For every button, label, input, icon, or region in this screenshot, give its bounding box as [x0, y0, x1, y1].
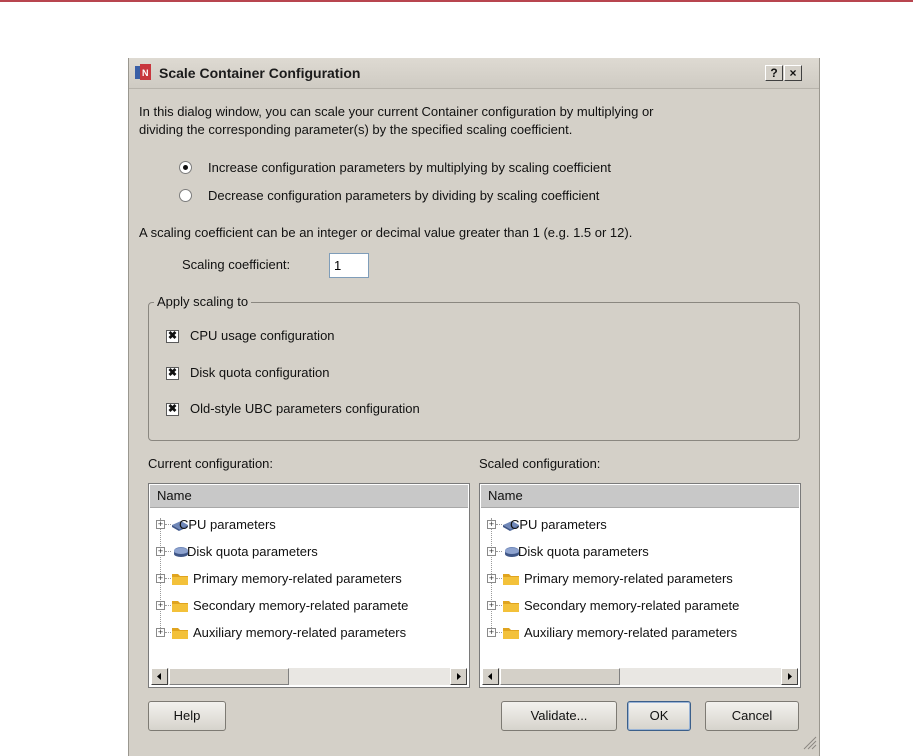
expand-icon[interactable]: + — [157, 600, 164, 610]
tree-node-auxiliary-memory[interactable] — [149, 622, 470, 644]
node-label: Disk quota parameters — [187, 544, 318, 559]
top-accent-line — [0, 0, 913, 2]
decrease-radio[interactable] — [179, 189, 192, 202]
scroll-thumb[interactable] — [169, 668, 289, 685]
decrease-radio-label[interactable]: Decrease configuration parameters by dividing by scaling coefficient — [208, 188, 600, 203]
cpu-usage-label[interactable]: CPU usage configuration — [190, 328, 335, 343]
expand-icon[interactable]: + — [488, 600, 495, 610]
disk-quota-label[interactable]: Disk quota configuration — [190, 365, 330, 380]
node-label: Disk quota parameters — [518, 544, 649, 559]
expand-icon[interactable]: + — [157, 519, 164, 529]
svg-text:N: N — [142, 68, 149, 78]
name-column-header[interactable] — [150, 485, 468, 508]
coefficient-label: Scaling coefficient: — [182, 257, 291, 272]
folder-icon — [171, 624, 189, 641]
current-config-tree[interactable] — [148, 483, 470, 688]
dialog-title: Scale Container Configuration — [159, 65, 361, 81]
help-title-button[interactable]: ? — [765, 65, 783, 81]
cpu-usage-checkbox[interactable]: ✖ — [167, 330, 178, 342]
expand-icon[interactable]: + — [488, 546, 495, 556]
ubc-params-checkbox[interactable]: ✖ — [167, 403, 178, 415]
node-label: Secondary memory-related paramete — [193, 598, 409, 613]
ubc-params-label[interactable]: Old-style UBC parameters configuration — [190, 401, 420, 416]
apply-scaling-legend: Apply scaling to — [154, 294, 251, 309]
intro-text-line-1: In this dialog window, you can scale your current Container configuration by multiplying or — [139, 104, 654, 119]
folder-icon — [171, 570, 189, 587]
arrow-right-icon — [782, 669, 797, 684]
horizontal-scrollbar[interactable] — [151, 668, 467, 685]
tree-node-cpu[interactable] — [480, 514, 801, 536]
increase-radio[interactable] — [179, 161, 192, 174]
tree-node-disk[interactable] — [480, 541, 801, 563]
help-button[interactable]: Help — [148, 701, 226, 731]
horizontal-scrollbar[interactable] — [482, 668, 798, 685]
title-bar[interactable] — [129, 58, 819, 89]
tree-node-auxiliary-memory[interactable] — [480, 622, 801, 644]
scale-container-dialog — [128, 58, 820, 756]
tree-node-disk[interactable] — [149, 541, 470, 563]
folder-icon — [502, 570, 520, 587]
cancel-button[interactable]: Cancel — [705, 701, 799, 731]
tree-node-cpu[interactable] — [149, 514, 470, 536]
resize-grip-icon[interactable] — [801, 734, 817, 750]
ok-button[interactable]: OK — [627, 701, 691, 731]
scroll-right-button[interactable] — [781, 668, 798, 685]
arrow-right-icon — [451, 669, 466, 684]
expand-icon[interactable]: + — [157, 627, 164, 637]
column-header-label: Name — [488, 488, 523, 503]
expand-icon[interactable]: + — [157, 573, 164, 583]
node-label: Auxiliary memory-related parameters — [193, 625, 407, 640]
scroll-left-button[interactable] — [151, 668, 168, 685]
node-label: Primary memory-related parameters — [193, 571, 402, 586]
folder-icon — [171, 597, 189, 614]
column-header-label: Name — [157, 488, 192, 503]
radio-selected-dot — [183, 165, 188, 170]
scroll-right-button[interactable] — [450, 668, 467, 685]
tree-node-primary-memory[interactable] — [149, 568, 470, 590]
node-label: CPU parameters — [510, 517, 607, 532]
tree-node-secondary-memory[interactable] — [149, 595, 470, 617]
scroll-thumb[interactable] — [500, 668, 620, 685]
expand-icon[interactable]: + — [488, 519, 495, 529]
increase-radio-label[interactable]: Increase configuration parameters by multiplying by scaling coefficient — [208, 160, 611, 175]
folder-icon — [502, 624, 520, 641]
tree-node-primary-memory[interactable] — [480, 568, 801, 590]
scaling-coefficient-input[interactable] — [329, 253, 369, 278]
expand-icon[interactable]: + — [157, 546, 164, 556]
expand-icon[interactable]: + — [488, 573, 495, 583]
app-icon — [135, 64, 152, 81]
node-label: CPU parameters — [179, 517, 276, 532]
arrow-left-icon — [152, 669, 167, 684]
name-column-header[interactable] — [481, 485, 799, 508]
disk-quota-checkbox[interactable]: ✖ — [167, 367, 178, 379]
close-button[interactable]: × — [784, 65, 802, 81]
scaled-config-tree[interactable] — [479, 483, 801, 688]
folder-icon — [502, 597, 520, 614]
node-label: Primary memory-related parameters — [524, 571, 733, 586]
validate-button[interactable]: Validate... — [501, 701, 617, 731]
arrow-left-icon — [483, 669, 498, 684]
scroll-left-button[interactable] — [482, 668, 499, 685]
node-label: Secondary memory-related paramete — [524, 598, 740, 613]
expand-icon[interactable]: + — [488, 627, 495, 637]
scaled-config-label: Scaled configuration: — [479, 456, 601, 471]
current-config-label: Current configuration: — [148, 456, 274, 471]
node-label: Auxiliary memory-related parameters — [524, 625, 738, 640]
tree-node-secondary-memory[interactable] — [480, 595, 801, 617]
coefficient-hint: A scaling coefficient can be an integer or decimal value greater than 1 (e.g. 1.5 or 12). — [139, 225, 633, 240]
intro-text-line-2: dividing the corresponding parameter(s) by the specified scaling coefficient. — [139, 122, 573, 137]
